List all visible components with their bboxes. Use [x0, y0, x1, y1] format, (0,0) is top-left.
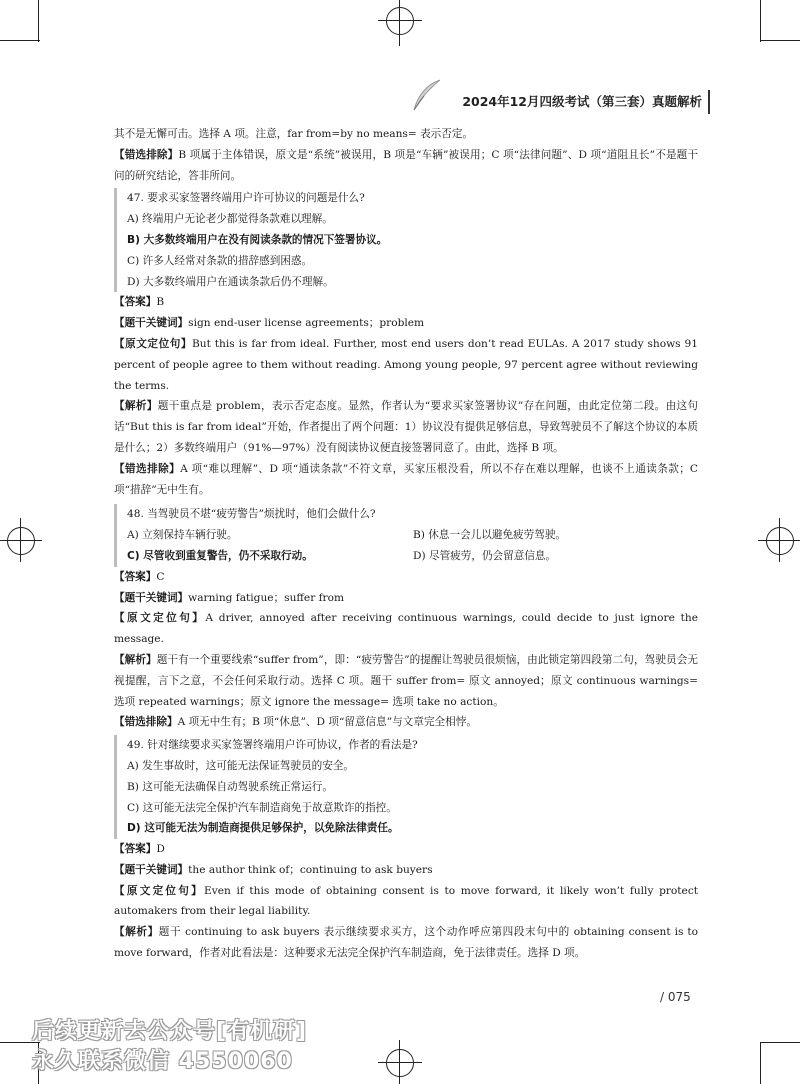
- question-48: 48. 当驾驶员不堪“疲劳警告”烦扰时，他们会做什么?: [127, 508, 376, 521]
- analysis-47: [114, 396, 698, 458]
- label: 【解析】: [114, 400, 158, 413]
- source-49: [114, 881, 698, 923]
- question-47: 47. 要求买家签署终端用户许可协议的问题是什么?: [127, 192, 365, 205]
- label: 【题干关键词】: [114, 591, 189, 604]
- option: B) 休息一会儿以避免疲劳驾驶。: [413, 529, 567, 542]
- text: 题干重点是 problem，表示否定态度。显然，作者认为“要求买家签署协议”存在问题，由此定位第二段。由这句话“But this is far from ideal”开始，作者提出了两个问题：1）协议没有提供足够信息，导致驾驶员不了解这个协议的本质是什么；2）多数终端用户（91%—97%）没有阅读协议便直接签署同意了。由此，选择 B 项。: [114, 400, 699, 454]
- quill-icon: [410, 78, 444, 112]
- option: B) 这可能无法确保自动驾驶系统正常运行。: [127, 780, 333, 793]
- crop-mark: [760, 1042, 800, 1043]
- label: 【答案】: [114, 843, 157, 856]
- label: 【解析】: [114, 926, 159, 939]
- label: 【错选排除】: [114, 462, 181, 475]
- option-correct: D) 这可能无法为制造商提供足够保护，以免除法律责任。: [127, 822, 399, 835]
- watermark-line-2: 永久联系微信 4550060: [32, 1049, 293, 1074]
- exclusion-48: [114, 712, 698, 733]
- source-48: [114, 608, 698, 650]
- label: 【答案】: [114, 296, 157, 309]
- label: 【答案】: [114, 570, 157, 583]
- text: sign end-user license agreements；problem: [188, 317, 425, 330]
- question-48-block: [114, 504, 698, 566]
- answer-48: [114, 567, 698, 588]
- label: 【原文定位句】: [114, 612, 206, 625]
- option: A) 发生事故时，这可能无法保证驾驶员的安全。: [127, 759, 355, 772]
- question-49-block: [114, 735, 698, 839]
- crop-mark: [760, 1042, 761, 1084]
- label: 【原文定位句】: [114, 337, 193, 350]
- crop-mark: [38, 0, 39, 42]
- text: A 项无中生有；B 项“休息”、D 项“留意信息”与文章完全相悖。: [177, 716, 477, 729]
- registration-mark: [386, 1049, 414, 1077]
- text: A driver, annoyed after receiving continuous warnings, could decide to just ignore the message.: [114, 612, 699, 646]
- source-47: [114, 334, 698, 396]
- label: 【原文定位句】: [114, 884, 204, 897]
- text: A 项“难以理解”、D 项“通读条款”不符文章，买家压根没看，所以不存在难以理解，也谈不上通读条款；C 项“措辞”无中生有。: [114, 462, 698, 496]
- analysis-48: [114, 650, 698, 712]
- label: 【错选排除】: [114, 716, 178, 729]
- text: C: [156, 570, 165, 583]
- answer-47: [114, 292, 698, 313]
- registration-mark: [386, 7, 414, 35]
- intro-exclusion: [114, 145, 698, 187]
- option: A) 终端用户无论老少都觉得条款难以理解。: [127, 213, 333, 226]
- text: Even if this mode of obtaining consent is to move forward, it likely won’t fully protect automakers from their legal liability.: [114, 884, 699, 918]
- keywords-48: [114, 588, 698, 609]
- watermark-line-1: 后续更新去公众号[有机研]: [32, 1019, 308, 1044]
- page-header-title: 2024年12月四级考试（第三套）真题解析: [440, 90, 710, 114]
- option: A) 立刻保持车辆行驶。: [127, 529, 238, 542]
- option-correct: C) 尽管收到重复警告，仍不采取行动。: [127, 549, 313, 562]
- text: B 项属于主体错误，原文是“系统”被误用，B 项是“车辆”被误用；C 项“法律问题”、D 项“道阻且长”不是题干问的研究结论，答非所问。: [114, 148, 698, 182]
- option: D) 大多数终端用户在通读条款后仍不理解。: [127, 275, 334, 288]
- page-content: [114, 124, 698, 964]
- crop-mark: [760, 0, 761, 42]
- label: 【错选排除】: [114, 148, 179, 161]
- answer-49: [114, 839, 698, 860]
- text: the author think of；continuing to ask buyers: [188, 863, 433, 876]
- intro-line: 其不是无懈可击。选择 A 项。注意，far from=by no means= 表示否定。: [114, 128, 474, 140]
- label: 【解析】: [114, 653, 157, 666]
- page-number: / 075: [660, 990, 691, 1004]
- option-row: [127, 525, 698, 546]
- option: C) 许多人经常对条款的措辞感到困惑。: [127, 254, 313, 267]
- text: B: [156, 296, 165, 309]
- registration-mark: [7, 527, 35, 555]
- keywords-49: [114, 860, 698, 881]
- label: 【题干关键词】: [114, 863, 189, 876]
- text: 题干有一个重要线索“suffer from”，即：“疲劳警告”的提醒让驾驶员很烦恼，由此锁定第四段第二句，驾驶员会无视提醒，言下之意，不会任何采取行动。选择 C 项。题干 suffer from= 原文 annoyed；原文 continuous warnings= 选项 repeated warnings；原文 ignore the message= 选项 take no action。: [114, 653, 699, 708]
- text: 题干 continuing to ask buyers 表示继续要求买方，这个动作呼应第四段末句中的 obtaining consent is to move forward，作者对此看法是：这种要求无法完全保护汽车制造商，免于法律责任。选择 D 项。: [114, 926, 698, 960]
- label: 【题干关键词】: [114, 317, 189, 330]
- option-row: [127, 546, 698, 567]
- question-47-block: [114, 188, 698, 292]
- question-49: 49. 针对继续要求买家签署终端用户许可协议，作者的看法是?: [127, 739, 418, 752]
- option: D) 尽管疲劳，仍会留意信息。: [413, 549, 557, 562]
- option: C) 这可能无法完全保护汽车制造商免于故意欺诈的指控。: [127, 801, 397, 814]
- text: warning fatigue；suffer from: [188, 591, 345, 604]
- analysis-49: [114, 922, 698, 964]
- text: But this is far from ideal. Further, most end users don’t read EULAs. A 2017 study shows 91 percent of people agree to them without reading. Among young people, 97 percent agree without reviewing the terms.: [114, 337, 699, 392]
- keywords-47: [114, 313, 698, 334]
- text: D: [156, 843, 165, 856]
- crop-mark: [760, 40, 800, 41]
- exclusion-47: [114, 459, 698, 501]
- crop-mark: [0, 40, 40, 41]
- option-correct: B) 大多数终端用户在没有阅读条款的情况下签署协议。: [127, 233, 388, 246]
- registration-mark: [766, 527, 794, 555]
